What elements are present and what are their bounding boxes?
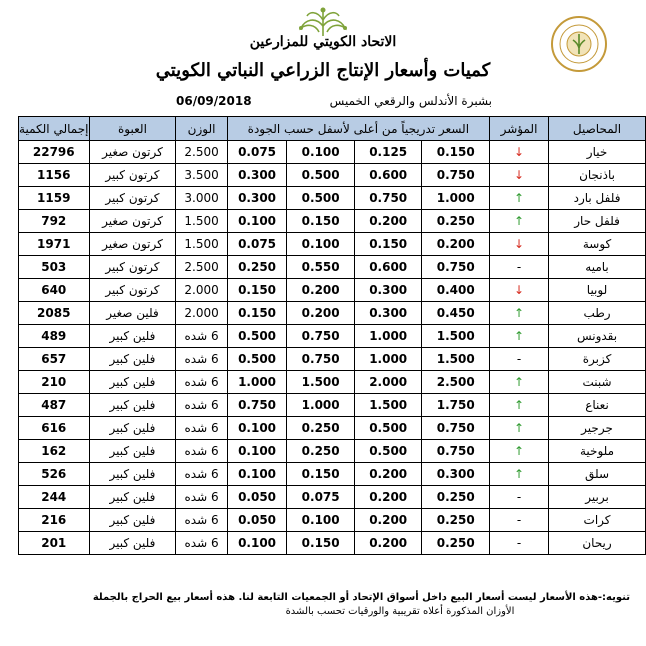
price-grade-2: 0.125 xyxy=(354,141,422,164)
price-grade-1: 1.500 xyxy=(422,348,490,371)
table-row xyxy=(19,509,646,532)
package-type: كرتون صغير xyxy=(89,210,176,233)
col-total: إجمالي الكمية xyxy=(19,117,90,141)
price-grade-4: 0.150 xyxy=(227,279,287,302)
total-quantity: 503 xyxy=(19,256,90,279)
price-grade-3: 0.075 xyxy=(287,486,355,509)
price-grade-3: 0.100 xyxy=(287,509,355,532)
trend-indicator: ↑ xyxy=(489,187,548,210)
product-name: شبنت xyxy=(549,371,646,394)
price-grade-3: 0.100 xyxy=(287,141,355,164)
price-grade-4: 0.100 xyxy=(227,532,287,555)
price-grade-2: 1.000 xyxy=(354,325,422,348)
trend-indicator: ↑ xyxy=(489,440,548,463)
weight: 1.500 xyxy=(176,233,227,256)
trend-indicator: ↓ xyxy=(489,233,548,256)
package-type: فلين كبير xyxy=(89,440,176,463)
package-type: فلين كبير xyxy=(89,394,176,417)
total-quantity: 2085 xyxy=(19,302,90,325)
weight: 6 شده xyxy=(176,394,227,417)
col-price: السعر تدريجياً من أعلى لأسفل حسب الجودة xyxy=(227,117,489,141)
price-grade-4: 0.100 xyxy=(227,440,287,463)
price-grade-4: 0.750 xyxy=(227,394,287,417)
total-quantity: 162 xyxy=(19,440,90,463)
price-grade-4: 0.050 xyxy=(227,486,287,509)
price-grade-4: 0.100 xyxy=(227,210,287,233)
price-grade-4: 1.000 xyxy=(227,371,287,394)
product-name: رطب xyxy=(549,302,646,325)
table-row xyxy=(19,348,646,371)
price-grade-3: 0.250 xyxy=(287,417,355,440)
trend-indicator: - xyxy=(489,348,548,371)
price-grade-2: 0.150 xyxy=(354,233,422,256)
trend-indicator: ↑ xyxy=(489,417,548,440)
price-grade-1: 0.750 xyxy=(422,417,490,440)
price-grade-4: 0.500 xyxy=(227,325,287,348)
report-date: 06/09/2018 xyxy=(176,94,252,108)
product-name: ريحان xyxy=(549,532,646,555)
price-grade-2: 0.300 xyxy=(354,302,422,325)
price-grade-4: 0.050 xyxy=(227,509,287,532)
price-grade-1: 0.300 xyxy=(422,463,490,486)
package-type: فلين كبير xyxy=(89,509,176,532)
total-quantity: 244 xyxy=(19,486,90,509)
price-grade-3: 1.000 xyxy=(287,394,355,417)
trend-indicator: ↑ xyxy=(489,394,548,417)
total-quantity: 1156 xyxy=(19,164,90,187)
price-grade-2: 0.200 xyxy=(354,486,422,509)
package-type: فلين كبير xyxy=(89,417,176,440)
footnote-disclaimer: تنويه:-هذه الأسعار ليست أسعار البيع داخل أسواق الإتحاد أو الجمعيات التابعة لنا. هذه أسعار بيع الحراج بالجملة xyxy=(92,592,630,603)
package-type: كرتون كبير xyxy=(89,187,176,210)
package-type: فلين كبير xyxy=(89,532,176,555)
total-quantity: 792 xyxy=(19,210,90,233)
trend-indicator: ↓ xyxy=(489,279,548,302)
trend-indicator: ↑ xyxy=(489,371,548,394)
weight: 6 شده xyxy=(176,532,227,555)
package-type: فلين كبير xyxy=(89,348,176,371)
price-grade-3: 0.550 xyxy=(287,256,355,279)
table-row xyxy=(19,302,646,325)
table-header-row xyxy=(19,117,646,141)
product-name: جرجير xyxy=(549,417,646,440)
weight: 2.000 xyxy=(176,279,227,302)
package-type: فلين كبير xyxy=(89,486,176,509)
price-grade-3: 0.500 xyxy=(287,164,355,187)
weight: 6 شده xyxy=(176,486,227,509)
price-grade-1: 0.400 xyxy=(422,279,490,302)
weight: 6 شده xyxy=(176,440,227,463)
table-row xyxy=(19,233,646,256)
product-name: كوسة xyxy=(549,233,646,256)
table-row xyxy=(19,141,646,164)
total-quantity: 22796 xyxy=(19,141,90,164)
table-row xyxy=(19,371,646,394)
weight: 6 شده xyxy=(176,509,227,532)
market-name: بشبرة الأندلس والرقعي الخميس xyxy=(329,94,492,108)
price-grade-4: 0.075 xyxy=(227,141,287,164)
package-type: كرتون صغير xyxy=(89,233,176,256)
product-name: خيار xyxy=(549,141,646,164)
product-name: نعناع xyxy=(549,394,646,417)
product-name: سلق xyxy=(549,463,646,486)
price-grade-3: 0.100 xyxy=(287,233,355,256)
table-row xyxy=(19,394,646,417)
package-type: فلين كبير xyxy=(89,371,176,394)
table-row xyxy=(19,256,646,279)
total-quantity: 657 xyxy=(19,348,90,371)
trend-indicator: - xyxy=(489,509,548,532)
col-indicator: المؤشر xyxy=(489,117,548,141)
price-grade-2: 0.600 xyxy=(354,164,422,187)
org-name: الاتحاد الكويتي للمزارعين xyxy=(249,34,397,50)
price-grade-3: 0.200 xyxy=(287,302,355,325)
price-grade-2: 0.500 xyxy=(354,417,422,440)
table-row xyxy=(19,325,646,348)
package-type: فلين كبير xyxy=(89,463,176,486)
product-name: فلفل حار xyxy=(549,210,646,233)
weight: 6 شده xyxy=(176,371,227,394)
table-row xyxy=(19,417,646,440)
price-grade-2: 0.200 xyxy=(354,463,422,486)
price-grade-3: 0.150 xyxy=(287,463,355,486)
total-quantity: 616 xyxy=(19,417,90,440)
product-name: ملوخية xyxy=(549,440,646,463)
trend-indicator: ↑ xyxy=(489,463,548,486)
price-grade-3: 0.150 xyxy=(287,532,355,555)
table-row xyxy=(19,187,646,210)
price-grade-2: 0.200 xyxy=(354,210,422,233)
product-name: لوبيا xyxy=(549,279,646,302)
weight: 6 شده xyxy=(176,417,227,440)
product-name: كرات xyxy=(549,509,646,532)
package-type: كرتون كبير xyxy=(89,256,176,279)
price-grade-3: 0.750 xyxy=(287,348,355,371)
table-row xyxy=(19,486,646,509)
price-grade-1: 1.750 xyxy=(422,394,490,417)
price-grade-1: 0.750 xyxy=(422,256,490,279)
trend-indicator: ↑ xyxy=(489,325,548,348)
trend-indicator: - xyxy=(489,256,548,279)
price-grade-4: 0.100 xyxy=(227,417,287,440)
subtitle xyxy=(176,92,492,110)
price-grade-1: 0.150 xyxy=(422,141,490,164)
product-name: بقدونس xyxy=(549,325,646,348)
product-name: فلفل بارد xyxy=(549,187,646,210)
col-package: العبوة xyxy=(89,117,176,141)
package-type: كرتون كبير xyxy=(89,164,176,187)
weight: 2.500 xyxy=(176,141,227,164)
trend-indicator: - xyxy=(489,532,548,555)
price-grade-1: 2.500 xyxy=(422,371,490,394)
weight: 3.000 xyxy=(176,187,227,210)
price-grade-2: 0.500 xyxy=(354,440,422,463)
weight: 2.000 xyxy=(176,302,227,325)
product-name: بربير xyxy=(549,486,646,509)
col-weight: الوزن xyxy=(176,117,227,141)
price-grade-3: 0.250 xyxy=(287,440,355,463)
weight: 1.500 xyxy=(176,210,227,233)
price-grade-4: 0.150 xyxy=(227,302,287,325)
total-quantity: 1159 xyxy=(19,187,90,210)
total-quantity: 640 xyxy=(19,279,90,302)
weight: 3.500 xyxy=(176,164,227,187)
price-grade-3: 0.500 xyxy=(287,187,355,210)
trend-indicator: ↑ xyxy=(489,302,548,325)
price-grade-4: 0.500 xyxy=(227,348,287,371)
product-name: باذنجان xyxy=(549,164,646,187)
weight: 6 شده xyxy=(176,463,227,486)
price-grade-1: 0.450 xyxy=(422,302,490,325)
price-grade-1: 0.750 xyxy=(422,440,490,463)
table-row xyxy=(19,440,646,463)
table-row xyxy=(19,532,646,555)
price-grade-1: 0.250 xyxy=(422,486,490,509)
trend-indicator: ↓ xyxy=(489,141,548,164)
trend-indicator: - xyxy=(489,486,548,509)
price-grade-2: 0.750 xyxy=(354,187,422,210)
price-grade-2: 0.600 xyxy=(354,256,422,279)
total-quantity: 201 xyxy=(19,532,90,555)
total-quantity: 487 xyxy=(19,394,90,417)
price-grade-4: 0.100 xyxy=(227,463,287,486)
product-name: باميه xyxy=(549,256,646,279)
price-grade-1: 0.250 xyxy=(422,509,490,532)
trend-indicator: ↓ xyxy=(489,164,548,187)
price-grade-2: 1.500 xyxy=(354,394,422,417)
weight: 6 شده xyxy=(176,325,227,348)
price-grade-3: 0.200 xyxy=(287,279,355,302)
total-quantity: 489 xyxy=(19,325,90,348)
table-row xyxy=(19,210,646,233)
total-quantity: 1971 xyxy=(19,233,90,256)
price-grade-2: 1.000 xyxy=(354,348,422,371)
table-row xyxy=(19,164,646,187)
price-grade-1: 0.750 xyxy=(422,164,490,187)
trend-indicator: ↑ xyxy=(489,210,548,233)
price-grade-1: 0.200 xyxy=(422,233,490,256)
price-grade-4: 0.075 xyxy=(227,233,287,256)
package-type: فلين كبير xyxy=(89,325,176,348)
table-row xyxy=(19,463,646,486)
price-grade-3: 0.150 xyxy=(287,210,355,233)
price-grade-2: 0.200 xyxy=(354,509,422,532)
table-row xyxy=(19,279,646,302)
total-quantity: 210 xyxy=(19,371,90,394)
weight: 2.500 xyxy=(176,256,227,279)
footnote-weights: الأوزان المذكورة أعلاه تقريبية والورقيات تحسب بالشدة xyxy=(285,606,515,617)
price-grade-3: 0.750 xyxy=(287,325,355,348)
price-grade-1: 0.250 xyxy=(422,532,490,555)
product-name: كزبرة xyxy=(549,348,646,371)
total-quantity: 216 xyxy=(19,509,90,532)
col-product: المحاصيل xyxy=(549,117,646,141)
price-grade-1: 1.500 xyxy=(422,325,490,348)
package-type: فلين صغير xyxy=(89,302,176,325)
price-grade-1: 1.000 xyxy=(422,187,490,210)
prices-table xyxy=(18,116,646,555)
price-grade-2: 0.300 xyxy=(354,279,422,302)
price-grade-1: 0.250 xyxy=(422,210,490,233)
total-quantity: 526 xyxy=(19,463,90,486)
page-title: كميات وأسعار الإنتاج الزراعي النباتي الكويتي xyxy=(155,60,491,81)
package-type: كرتون كبير xyxy=(89,279,176,302)
price-grade-4: 0.300 xyxy=(227,187,287,210)
price-grade-3: 1.500 xyxy=(287,371,355,394)
price-grade-2: 2.000 xyxy=(354,371,422,394)
price-grade-4: 0.250 xyxy=(227,256,287,279)
price-grade-2: 0.200 xyxy=(354,532,422,555)
package-type: كرتون صغير xyxy=(89,141,176,164)
weight: 6 شده xyxy=(176,348,227,371)
price-grade-4: 0.300 xyxy=(227,164,287,187)
